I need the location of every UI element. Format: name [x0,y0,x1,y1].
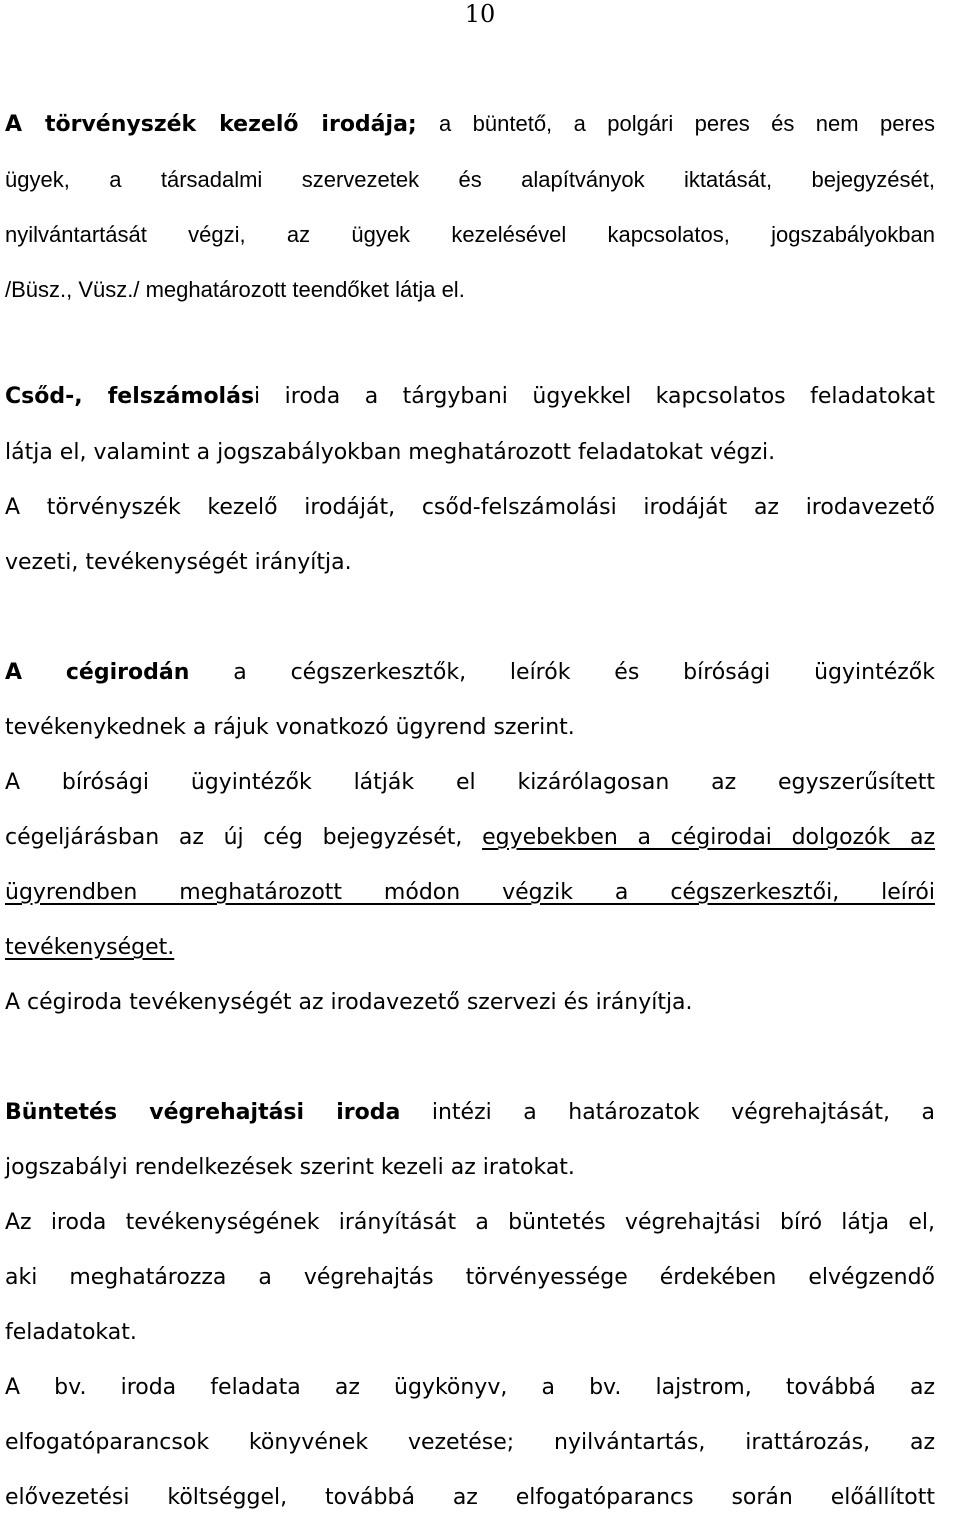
p3-line-2: tevékenykednek a rájuk vonatkozó ügyrend szerint. [5,715,575,740]
p1-title: A törvényszék kezelő irodája; [5,112,417,137]
p4-line-5: feladatokat. [5,1320,137,1345]
p4-line-3: Az iroda tevékenységének irányítását a büntetés végrehajtási bíró látja el, [5,1210,935,1235]
p3-line-4: cégeljárásban az új cég bejegyzését, egyebekben a cégirodai dolgozók az [5,825,935,850]
page-number: 10 [464,0,496,28]
p3-line-7: A cégiroda tevékenységét az irodavezető szervezi és irányítja. [5,990,693,1015]
p3-line-6: tevékenységet. [5,935,175,960]
p3-line-1: A cégirodán a cégszerkesztők, leírók és bírósági ügyintézők [5,660,936,685]
p2-line-2: látja el, valamint a jogszabályokban meghatározott feladatokat végzi. [5,440,776,465]
p4-line-6: A bv. iroda feladata az ügykönyv, a bv. lajstrom, továbbá az [5,1375,935,1400]
p1-line-1: A törvényszék kezelő irodája; a büntető, a polgári peres és nem peres [5,111,935,137]
p4-line-7: elfogatóparancsok könyvének vezetése; nyilvántartás, irattározás, az [5,1430,935,1455]
p1-line-3: nyilvántartását végzi, az ügyek kezelésével kapcsolatos, jogszabályokban [5,222,935,247]
p4-line-8: elővezetési költséggel, továbbá az elfogatóparancs során előállított [5,1485,935,1510]
p3-line-5: ügyrendben meghatározott módon végzik a cégszerkesztői, leírói [5,880,935,905]
p4-line-4: aki meghatározza a végrehajtás törvényessége érdekében elvégzendő [5,1265,935,1290]
p3-line-3: A bírósági ügyintézők látják el kizárólagosan az egyszerűsített [5,770,935,795]
p2-line-1: Csőd-, felszámolási iroda a tárgybani ügyekkel kapcsolatos feladatokat [5,384,935,409]
p4-title: Büntetés végrehajtási iroda [5,1100,401,1125]
p2-title: Csőd-, felszámolás [5,384,255,409]
p3-title: cégirodán [65,660,190,685]
p4-line-1: Büntetés végrehajtási iroda intézi a határozatok végrehajtását, a [5,1100,936,1125]
p2-line-3: A törvényszék kezelő irodáját, csőd-felszámolási irodáját az irodavezető [5,495,935,520]
p1-line-2: ügyek, a társadalmi szervezetek és alapítványok iktatását, bejegyzését, [5,167,935,192]
p4-line-2: jogszabályi rendelkezések szerint kezeli az iratokat. [5,1155,575,1180]
p1-line-4: /Büsz., Vüsz./ meghatározott teendőket látja el. [5,277,465,302]
p2-line-4: vezeti, tevékenységét irányítja. [5,550,352,575]
